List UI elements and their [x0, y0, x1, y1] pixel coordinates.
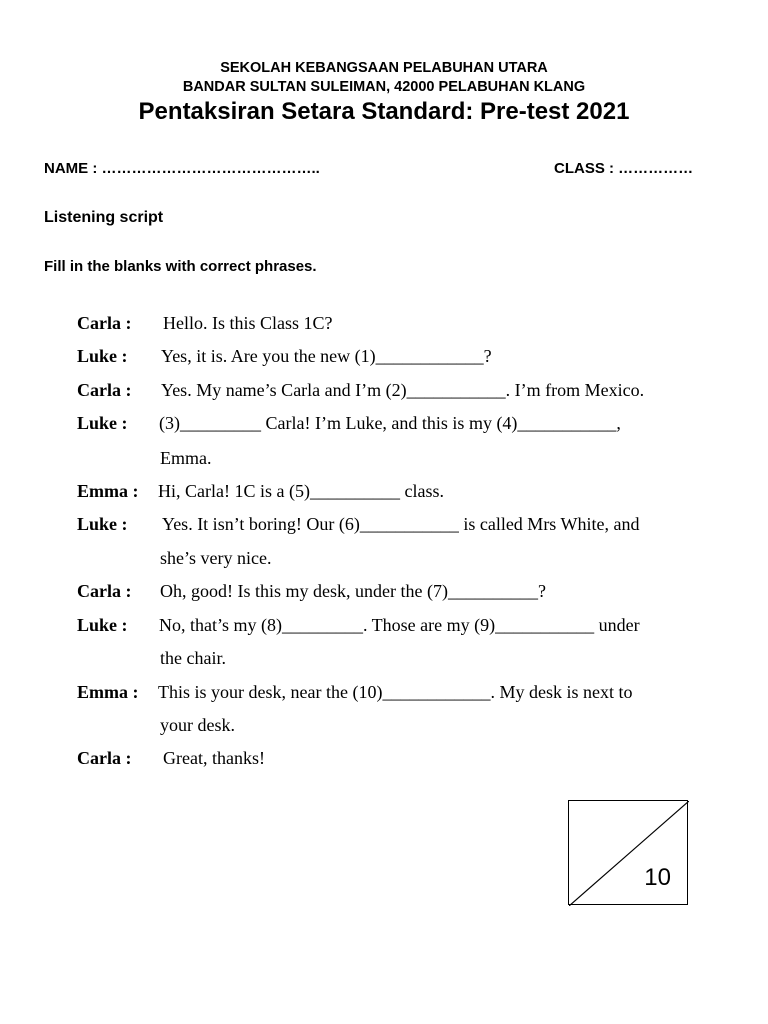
dialogue-text: Yes. It isn’t boring! Our (6)___________ is called Mrs White, and — [162, 514, 640, 534]
score-total: 10 — [644, 864, 671, 891]
dialogue-continuation: Emma. — [160, 448, 212, 468]
speaker-label: Luke : — [77, 615, 128, 635]
dialogue-text: Oh, good! Is this my desk, under the (7)__________? — [160, 581, 546, 601]
class-field-line: CLASS : …………… — [554, 160, 694, 177]
dialogue-line-8 — [77, 614, 640, 636]
dialogue-text: This is your desk, near the (10)____________. My desk is next to — [158, 682, 633, 702]
exam-title: Pentaksiran Setara Standard: Pre-test 2021 — [138, 98, 630, 125]
dialogue-continuation: she’s very nice. — [160, 548, 272, 568]
dialogue-line-3 — [77, 379, 644, 401]
score-box-diagonal — [569, 801, 689, 906]
name-field-line: NAME : …………………………………….. — [44, 160, 320, 177]
dialogue-text: Yes. My name’s Carla and I’m (2)___________. I’m from Mexico. — [161, 380, 645, 400]
dialogue-text: Yes, it is. Are you the new (1)____________? — [161, 346, 492, 366]
dialogue-line-5 — [77, 480, 444, 502]
score-box — [568, 800, 688, 905]
speaker-label: Luke : — [77, 514, 128, 534]
dialogue-line-7 — [77, 580, 546, 602]
dialogue-line-4 — [77, 412, 621, 434]
speaker-label: Carla : — [77, 313, 132, 333]
dialogue-line-6 — [77, 513, 639, 535]
speaker-label: Luke : — [77, 346, 128, 366]
dialogue-text: Great, thanks! — [163, 748, 265, 768]
dialogue-continuation: the chair. — [160, 648, 226, 668]
speaker-label: Carla : — [77, 748, 132, 768]
dialogue-line-10 — [77, 747, 265, 769]
dialogue-text: (3)_________ Carla! I’m Luke, and this is my (4)___________, — [159, 413, 621, 433]
dialogue-text: No, that’s my (8)_________. Those are my (9)___________ under — [159, 615, 640, 635]
section-title: Listening script — [44, 209, 164, 226]
speaker-label: Emma : — [77, 682, 139, 702]
dialogue-text: Hi, Carla! 1C is a (5)__________ class. — [158, 481, 444, 501]
instruction-text: Fill in the blanks with correct phrases. — [44, 258, 317, 275]
dialogue-continuation: your desk. — [160, 715, 235, 735]
dialogue-line-2 — [77, 345, 492, 367]
dialogue-line-9 — [77, 681, 632, 703]
school-name: SEKOLAH KEBANGSAAN PELABUHAN UTARA — [220, 60, 548, 76]
speaker-label: Carla : — [77, 380, 132, 400]
school-address: BANDAR SULTAN SULEIMAN, 42000 PELABUHAN KLANG — [182, 79, 586, 95]
speaker-label: Emma : — [77, 481, 139, 501]
dialogue-text: Hello. Is this Class 1C? — [163, 313, 333, 333]
speaker-label: Luke : — [77, 413, 128, 433]
speaker-label: Carla : — [77, 581, 132, 601]
dialogue-line-1 — [77, 312, 333, 334]
